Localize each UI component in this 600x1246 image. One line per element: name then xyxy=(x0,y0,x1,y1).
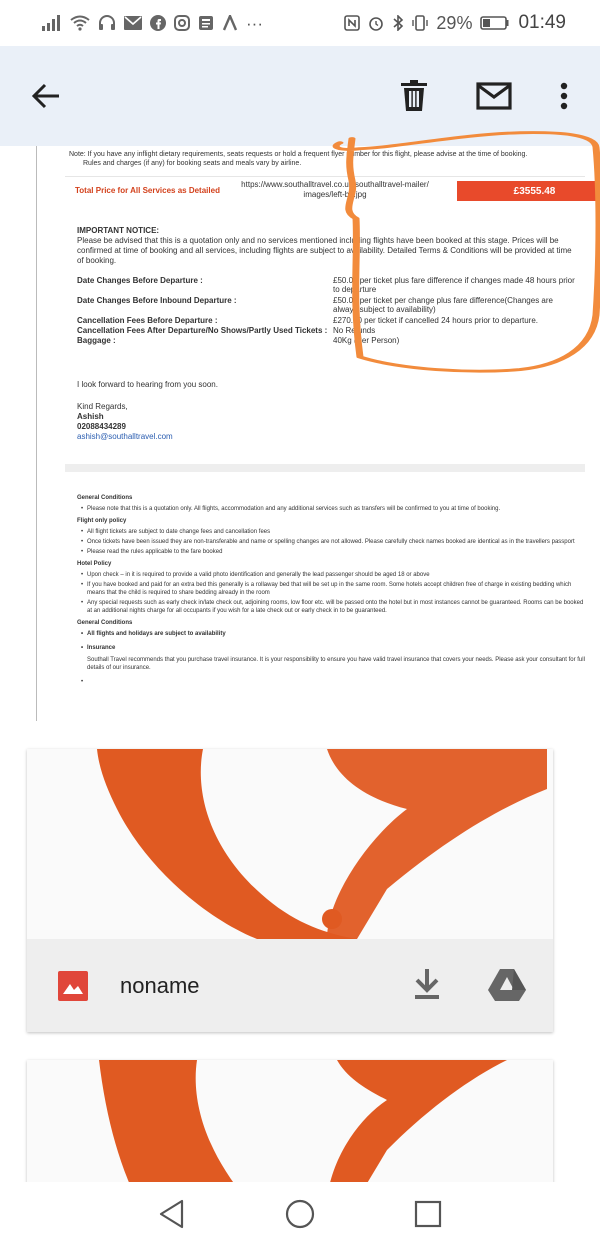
more-vert-icon xyxy=(560,82,568,110)
fee-row xyxy=(77,336,577,346)
list-item: • All flights and holidays are subject to availability xyxy=(81,630,587,638)
fee-value: £270.00 per ticket if cancelled 24 hours prior to departure. xyxy=(333,316,539,325)
list-item: • If you have booked and paid for an extra bed this generally is a rollaway bed that will be set up in the same room. Some hotels accept children free of charge in existing bedding which means that the child is required to share bedding already in the room xyxy=(81,581,587,597)
download-icon xyxy=(411,967,443,1001)
notice-title: IMPORTANT NOTICE: xyxy=(77,226,160,235)
fee-row xyxy=(77,276,577,296)
square-recents-icon xyxy=(412,1198,444,1230)
divider-band xyxy=(65,464,585,472)
fee-label: Date Changes Before Inbound Departure : xyxy=(77,296,237,305)
thumbnail-image xyxy=(27,749,553,939)
attachment-thumbnail[interactable] xyxy=(27,1060,553,1200)
thumbnail-image xyxy=(27,1060,553,1200)
attachment-footer xyxy=(27,939,553,1032)
nav-recents-button[interactable] xyxy=(412,1198,444,1230)
fees-table xyxy=(77,276,577,346)
hotel-policy-title: Hotel Policy xyxy=(77,561,112,567)
status-left xyxy=(42,15,263,32)
general-list xyxy=(77,505,587,513)
list-item: • All flight tickets are subject to date change fees and cancellation fees xyxy=(81,528,587,536)
insurance-title: • Insurance xyxy=(81,644,587,652)
closing-line: I look forward to hearing from you soon. xyxy=(77,380,218,389)
fee-value: £50.00 per ticket per change plus fare difference(Changes are always subject to availability) xyxy=(333,296,553,314)
fee-row xyxy=(77,316,577,326)
fee-row xyxy=(77,296,577,316)
important-notice xyxy=(77,226,577,266)
fee-value: £50.00 per ticket plus fare difference if changes made 48 hours prior to departure xyxy=(333,276,575,294)
attachment-card[interactable] xyxy=(27,1060,553,1200)
navigation-bar xyxy=(0,1182,600,1246)
bluetooth-icon xyxy=(392,15,404,31)
app-a-icon xyxy=(222,15,238,31)
general-conditions-title: General Conditions xyxy=(77,495,133,501)
delete-button[interactable] xyxy=(394,76,434,116)
more-options-button[interactable] xyxy=(544,76,584,116)
signal-icon xyxy=(42,15,62,31)
email-frame xyxy=(36,146,584,721)
flight-list xyxy=(77,528,587,556)
clock: 01:49 xyxy=(518,12,566,33)
flight-policy-title: Flight only policy xyxy=(77,518,127,524)
download-button[interactable] xyxy=(411,967,443,1001)
general2-list xyxy=(77,630,587,652)
total-price-row xyxy=(65,176,585,202)
inflight-note xyxy=(69,150,579,168)
total-price-value: £3555.48 xyxy=(457,181,600,201)
general-conditions-title-2: General Conditions xyxy=(77,620,133,626)
agent-phone[interactable]: 02088434289 xyxy=(77,422,126,431)
mail-button[interactable] xyxy=(474,76,514,116)
back-button[interactable] xyxy=(26,76,66,116)
save-to-drive-button[interactable] xyxy=(487,967,527,1003)
fee-row xyxy=(77,326,577,336)
fee-label: Date Changes Before Departure : xyxy=(77,276,203,285)
envelope-icon xyxy=(476,82,512,110)
triangle-back-icon xyxy=(156,1198,188,1230)
hotel-list xyxy=(77,571,587,615)
battery-percent: 29% xyxy=(436,13,473,33)
list-item: • Any special requests such as early check in/late check out, adjoining rooms, low floor etc. will be passed onto the hotel but in most instances cannot be guaranteed. Rooms can be booked at an additional nights charge for all occupants if you wish for a late check out or early check in to be guaranteed. xyxy=(81,599,587,615)
fee-label: Baggage : xyxy=(77,336,116,345)
circle-home-icon xyxy=(284,1198,316,1230)
trash-icon xyxy=(400,80,428,112)
more-notifications: ··· xyxy=(246,13,263,33)
app-bar xyxy=(0,46,600,146)
broken-image-alt: https://www.southalltravel.co.uk/southalltravel-mailer/images/left-bg.jpg xyxy=(241,180,429,199)
signature xyxy=(77,380,377,442)
kind-regards: Kind Regards, xyxy=(77,402,128,411)
list-item: • Please read the rules applicable to the fare booked xyxy=(81,548,587,556)
agent-email-link[interactable]: ashish@southalltravel.com xyxy=(77,432,173,441)
arrow-left-icon xyxy=(31,83,61,109)
news-icon xyxy=(198,15,214,31)
battery-icon xyxy=(480,15,510,31)
headset-icon xyxy=(98,15,116,31)
mail-notification-icon xyxy=(124,16,142,30)
terms-section xyxy=(77,490,587,678)
nfc-icon xyxy=(344,15,360,31)
list-item: • Upon check – in it is required to provide a valid photo identification and generally the lead passenger should be aged 18 or above xyxy=(81,571,587,579)
facebook-icon xyxy=(150,15,166,31)
agent-name: Ashish xyxy=(77,412,104,421)
attachment-thumbnail[interactable] xyxy=(27,749,553,939)
list-item: • Once tickets have been issued they are non-transferable and name or spelling changes are not allowed. Please carefully check names booked are identical as in the travellers passport xyxy=(81,538,587,546)
fee-value: 40Kg (Per Person) xyxy=(333,336,400,345)
vibrate-icon xyxy=(412,15,428,31)
fee-value: No Refunds xyxy=(333,326,376,335)
image-icon xyxy=(58,971,88,1001)
alarm-icon xyxy=(368,15,384,31)
status-bar xyxy=(0,0,600,46)
nav-home-button[interactable] xyxy=(284,1198,316,1230)
instagram-icon xyxy=(174,15,190,31)
nav-back-button[interactable] xyxy=(156,1198,188,1230)
wifi-icon xyxy=(70,15,90,31)
insurance-text: Southall Travel recommends that you purchase travel insurance. It is your responsibility to ensure you have valid travel insurance that covers your needs. Please ask your consultant for full details of our insurance. xyxy=(87,657,585,671)
fee-label: Cancellation Fees After Departure/No Shows/Partly Used Tickets : xyxy=(77,326,328,335)
email-body xyxy=(0,146,600,721)
total-price-label: Total Price for All Services as Detailed xyxy=(75,186,220,195)
google-drive-icon xyxy=(487,967,527,1003)
fee-label: Cancellation Fees Before Departure : xyxy=(77,316,218,325)
status-right xyxy=(344,12,566,34)
inflight-note-line1: Note: If you have any inflight dietary requirements, seats requests or hold a frequent flyer number for this flight, please advise at the time of booking. xyxy=(69,151,528,158)
attachment-file-name: noname xyxy=(120,973,200,998)
inflight-note-line2: Rules and charges (if any) for booking seats and meals vary by airline. xyxy=(83,160,302,167)
attachment-card[interactable] xyxy=(27,749,553,1032)
list-item: • Please note that this is a quotation only. All flights, accommodation and any additional services such as transfers will be confirmed to you at time of booking. xyxy=(81,505,587,513)
notice-text: Please be advised that this is a quotation only and no services mentioned including flights have been booked at this stage. Prices will be confirmed at time of booking and all services, including flights are subject to availability. Detailed Terms & Conditions will be provided at time of booking. xyxy=(77,236,572,265)
